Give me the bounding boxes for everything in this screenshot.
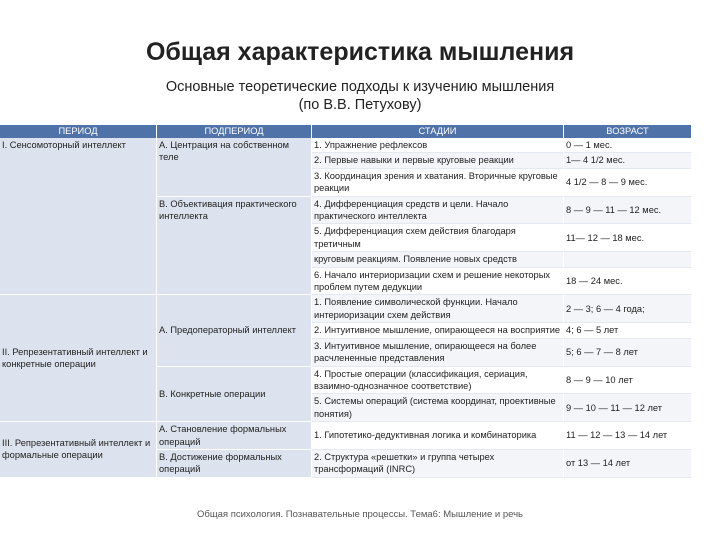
header-age: ВОЗРАСТ xyxy=(564,125,692,138)
age-cell: 2 — 3; 6 — 4 года; xyxy=(564,295,692,323)
subperiod-cell: В. Конкретные операции xyxy=(157,367,312,423)
age-cell: 18 — 24 мес. xyxy=(564,268,692,296)
stage-cell: 6. Начало интериоризации схем и решение некоторых проблем путем дедукции xyxy=(312,268,564,296)
age-cell: 11 — 12 — 13 — 14 лет xyxy=(564,422,692,450)
table-row xyxy=(0,138,692,153)
age-cell: 4 1/2 — 8 — 9 мес. xyxy=(564,169,692,197)
slide-footer: Общая психология. Познавательные процессы. Тема6: Мышление и речь xyxy=(197,509,523,520)
stage-cell: круговым реакциям. Появление новых средств xyxy=(312,252,564,267)
stage-cell: 1. Упражнение рефлексов xyxy=(312,138,564,153)
stage-cell: 5. Системы операций (система координат, проективные понятия) xyxy=(312,394,564,422)
stage-cell: 3. Интуитивное мышление, опирающееся на более расчлененные представления xyxy=(312,339,564,367)
subtitle-line-2: (по В.В. Петухову) xyxy=(298,97,422,113)
stage-cell: 2. Первые навыки и первые круговые реакции xyxy=(312,153,564,168)
stage-cell: 2. Интуитивное мышление, опирающееся на восприятие xyxy=(312,323,564,338)
period-cell: III. Репрезентативный интеллект и формальные операции xyxy=(0,422,157,478)
age-cell: 8 — 9 — 11 — 12 мес. xyxy=(564,197,692,225)
stage-cell: 2. Структура «решетки» и группа четырех трансформаций (INRC) xyxy=(312,450,564,478)
stage-cell: 1. Гипотетико-дедуктивная логика и комбинаторика xyxy=(312,422,564,450)
subperiod-cell: А. Центрация на собственном теле xyxy=(157,138,312,197)
period-cell: II. Репрезентативный интеллект и конкретные операции xyxy=(0,295,157,422)
age-cell: 5; 6 — 7 — 8 лет xyxy=(564,339,692,367)
stage-cell: 4. Дифференциация средств и цели. Начало практического интеллекта xyxy=(312,197,564,225)
table-row xyxy=(0,295,692,323)
stage-cell: 3. Координация зрения и хватания. Вторичные круговые реакции xyxy=(312,169,564,197)
period-cell: I. Сенсомоторный интеллект xyxy=(0,138,157,295)
age-cell: 11— 12 — 18 мес. xyxy=(564,224,692,252)
slide-title: Общая характеристика мышления xyxy=(145,38,575,66)
age-cell: 1— 4 1/2 мес. xyxy=(564,153,692,168)
age-cell: 9 — 10 — 11 — 12 лет xyxy=(564,394,692,422)
header-subperiod: ПОДПЕРИОД xyxy=(157,125,312,138)
age-cell: 0 — 1 мес. xyxy=(564,138,692,153)
stage-cell: 5. Дифференциация схем действия благодаря третичным xyxy=(312,224,564,252)
age-cell: 4; 6 — 5 лет xyxy=(564,323,692,338)
subperiod-cell: В. Объективация практического интеллекта xyxy=(157,197,312,296)
header-period: ПЕРИОД xyxy=(0,125,157,138)
subperiod-cell: А. Предоператорный интеллект xyxy=(157,295,312,366)
stages-table xyxy=(0,125,692,478)
table-row xyxy=(0,422,692,450)
age-cell xyxy=(564,252,692,267)
stage-cell: 4. Простые операции (классификация, сериация, взаимно-однозначное соответствие) xyxy=(312,367,564,395)
table-header-row xyxy=(0,125,692,138)
subperiod-cell: А. Становление формальных операций xyxy=(157,422,312,450)
slide-subtitle xyxy=(0,78,720,114)
age-cell: от 13 — 14 лет xyxy=(564,450,692,478)
subperiod-cell: В. Достижение формальных операций xyxy=(157,450,312,478)
age-cell: 8 — 9 — 10 лет xyxy=(564,367,692,395)
header-stages: СТАДИИ xyxy=(312,125,564,138)
stage-cell: 1. Появление символической функции. Начало интериоризации схем действия xyxy=(312,295,564,323)
subtitle-line-1: Основные теоретические подходы к изучению мышления xyxy=(165,79,555,95)
